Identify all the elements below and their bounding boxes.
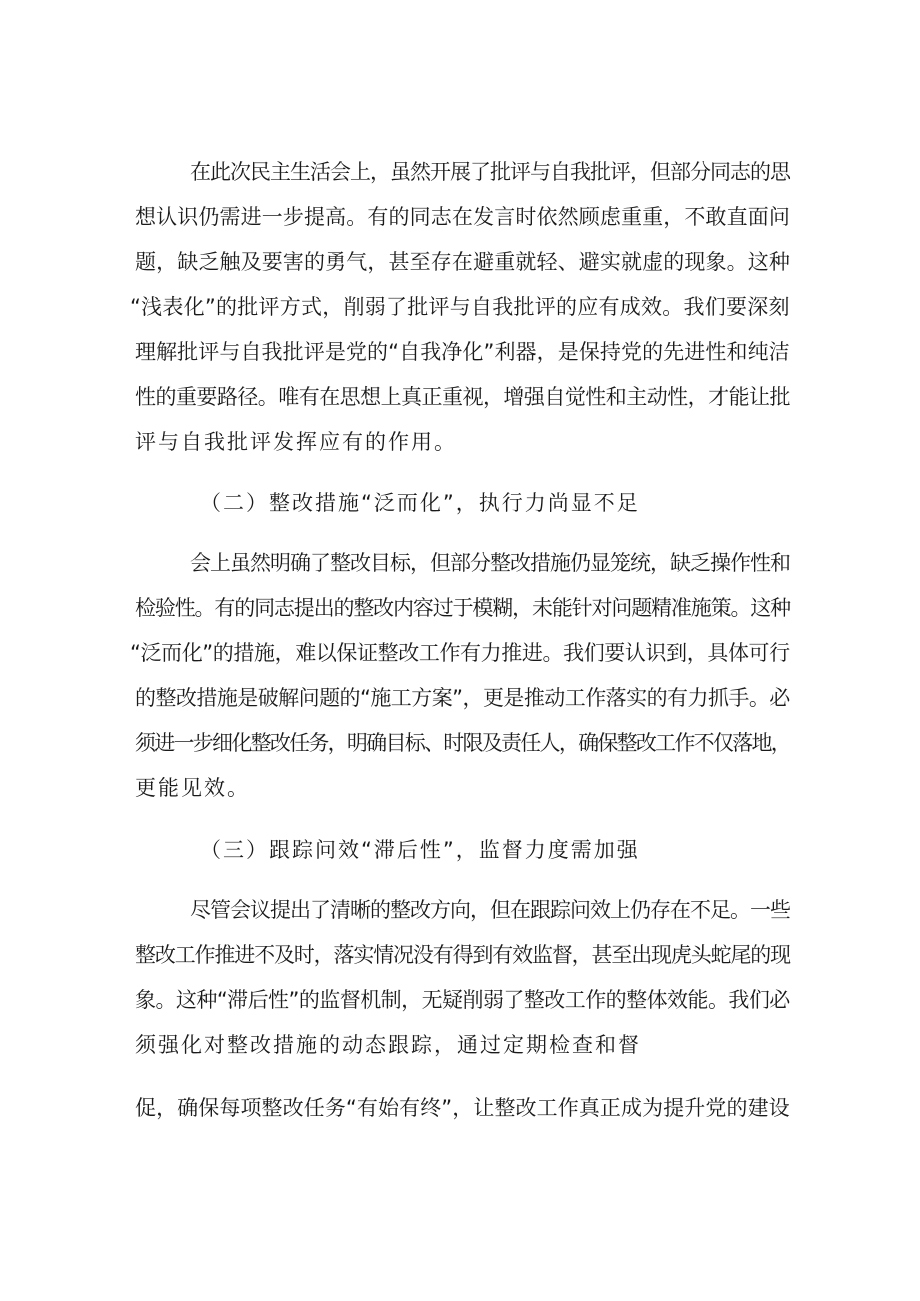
paragraph-line: 在此次民主生活会上，虽然开展了批评与自我批评，但部分同志的思 [190, 160, 790, 184]
paragraph-line: “泛而化”的措施，难以保证整改工作有力推进。我们要认识到，具体可行 [130, 641, 790, 665]
section-heading: （二）整改措施“泛而化”，执行力尚显不足 [200, 491, 640, 515]
paragraph-line: 更能见效。 [135, 776, 250, 800]
paragraph-line: 评与自我批评发挥应有的作用。 [135, 430, 457, 454]
paragraph-line: “浅表化”的批评方式，削弱了批评与自我批评的应有成效。我们要深刻 [130, 295, 790, 319]
paragraph-line: 性的重要路径。唯有在思想上真正重视，增强自觉性和主动性，才能让批 [135, 385, 790, 409]
paragraph-line: 尽管会议提出了清晰的整改方向，但在跟踪问效上仍存在不足。一些 [190, 898, 790, 922]
paragraph-line: 象。这种“滞后性”的监督机制，无疑削弱了整改工作的整体效能。我们必 [135, 988, 790, 1012]
section-heading: （三）跟踪问效“滞后性”，监督力度需加强 [200, 838, 640, 862]
paragraph-line: 想认识仍需进一步提高。有的同志在发言时依然顾虑重重，不敢直面问 [135, 205, 790, 229]
paragraph-line: 检验性。有的同志提出的整改内容过于模糊，未能针对问题精准施策。这种 [135, 596, 790, 620]
paragraph-line: 须进一步细化整改任务，明确目标、时限及责任人，确保整改工作不仅落地， [135, 731, 790, 755]
paragraph-line: 题，缺乏触及要害的勇气，甚至存在避重就轻、避实就虚的现象。这种 [135, 250, 790, 274]
paragraph-line: 的整改措施是破解问题的“施工方案”，更是推动工作落实的有力抓手。必 [135, 686, 790, 710]
paragraph-line: 会上虽然明确了整改目标，但部分整改措施仍显笼统，缺乏操作性和 [190, 551, 790, 575]
paragraph-line: 须强化对整改措施的动态跟踪，通过定期检查和督 [135, 1033, 641, 1057]
paragraph-line: 促，确保每项整改任务“有始有终”，让整改工作真正成为提升党的建设 [135, 1096, 790, 1120]
paragraph-line: 理解批评与自我批评是党的“自我净化”利器，是保持党的先进性和纯洁 [135, 340, 790, 364]
paragraph-line: 整改工作推进不及时，落实情况没有得到有效监督，甚至出现虎头蛇尾的现 [135, 943, 790, 967]
